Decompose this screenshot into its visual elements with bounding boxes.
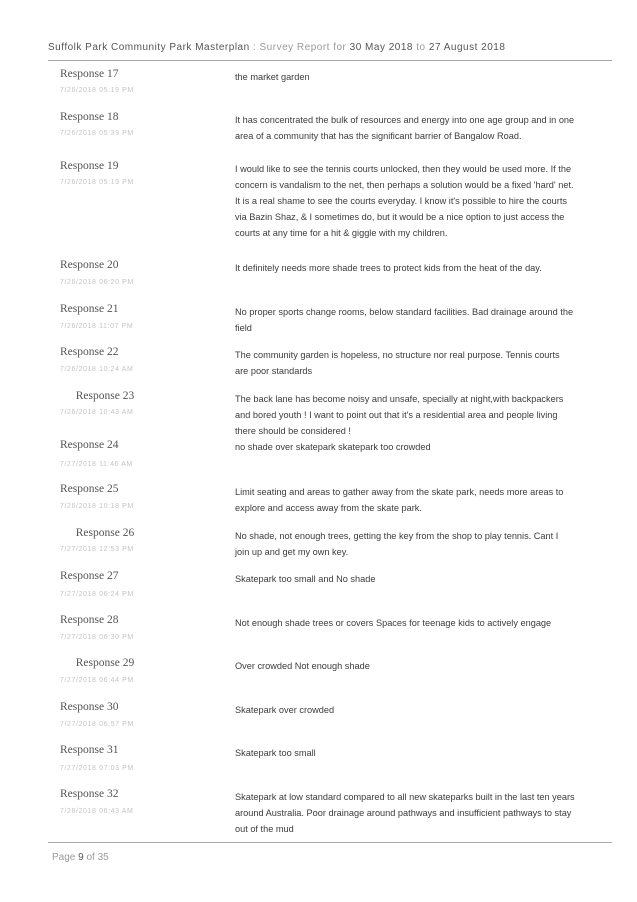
page-footer — [52, 852, 109, 863]
response-label: Response 17 — [60, 68, 119, 80]
response-text: Skatepark too small — [235, 748, 316, 758]
response-time: 7/27/2018 12:53 PM — [60, 546, 134, 553]
response-label: Response 22 — [60, 346, 119, 358]
response-time: 7/26/2018 06:20 PM — [60, 279, 134, 286]
response-text: Skatepark too small and No shade — [235, 574, 376, 584]
response-text: no shade over skatepark skatepark too crowded — [235, 442, 431, 452]
response-label: Response 26 — [75, 527, 135, 539]
response-text: Not enough shade trees or covers Spaces for teenage kids to actively engage — [235, 618, 552, 628]
response-text: Limit seating and areas to gather away from the skate park, needs more areas to explore and access away from the skate park. — [235, 487, 564, 513]
response-text: The community garden is hopeless, no structure nor real purpose. Tennis courts are poor standards — [235, 350, 560, 376]
response-time: 7/26/2018 05:19 PM — [60, 87, 134, 94]
response-text: No proper sports change rooms, below standard facilities. Bad drainage around the field — [235, 307, 574, 333]
response-text: Skatepark at low standard compared to all new skateparks built in the last ten years around Australia. Poor drainage around pathways and insufficient pathways to stay out of the mud — [235, 792, 575, 834]
response-time: 7/26/2018 11:07 PM — [60, 323, 134, 330]
footer-rule — [48, 842, 612, 843]
response-time: 7/26/2018 05:39 PM — [60, 130, 134, 137]
response-text: Over crowded Not enough shade — [235, 661, 370, 671]
response-label: Response 24 — [60, 439, 119, 451]
response-label: Response 20 — [60, 259, 119, 271]
response-label: Response 32 — [60, 788, 119, 800]
report-header — [48, 42, 608, 53]
response-time: 7/28/2018 06:43 AM — [60, 808, 134, 815]
response-time: 7/26/2018 10:18 PM — [60, 503, 134, 510]
page-number: 9 — [78, 852, 84, 863]
page-word: Page — [52, 852, 76, 863]
response-time: 7/26/2018 10:43 AM — [60, 409, 134, 416]
header-rule — [48, 60, 612, 61]
response-label: Response 18 — [60, 111, 119, 123]
response-text: I would like to see the tennis courts unlocked, then they would be used more. If the concern is vandalism to the net, then perhaps a solution would be a fixed 'hard' net. It is a real shame to see the courts everyday. I know it's possible to hire the courts via Bazin Shaz, & I sometimes do, but it would be a nice option to just access the courts at any time for a hit & giggle with my children. — [235, 164, 574, 238]
response-label: Response 30 — [60, 701, 119, 713]
date-end: 27 August 2018 — [428, 42, 506, 53]
response-time: 7/27/2018 11:46 AM — [60, 461, 133, 468]
response-text: Skatepark over crowded — [235, 705, 335, 715]
response-label: Response 21 — [60, 303, 119, 315]
response-time: 7/26/2018 05:19 PM — [60, 179, 134, 186]
response-time: 7/27/2018 06:24 PM — [60, 591, 134, 598]
page-total: 35 — [97, 852, 109, 863]
response-text: It has concentrated the bulk of resources and energy into one age group and in one area of a community that has the significant barrier of Bangalow Road. — [235, 115, 575, 141]
response-label: Response 27 — [60, 570, 119, 582]
date-to: to — [416, 42, 426, 53]
of-word: of — [86, 852, 95, 863]
response-text: It definitely needs more shade trees to protect kids from the heat of the day. — [235, 263, 542, 273]
response-time: 7/27/2018 06:57 PM — [60, 721, 134, 728]
response-time: 7/27/2018 06:30 PM — [60, 634, 134, 641]
response-label: Response 29 — [75, 657, 135, 669]
response-label: Response 23 — [75, 390, 135, 402]
report-subtitle: : Survey Report for — [252, 42, 347, 53]
report-title: Suffolk Park Community Park Masterplan — [48, 42, 250, 53]
response-label: Response 31 — [60, 744, 119, 756]
response-label: Response 25 — [60, 483, 119, 495]
response-time: 7/27/2018 06:44 PM — [60, 677, 134, 684]
response-time: 7/27/2018 07:03 PM — [60, 765, 134, 772]
response-label: Response 28 — [60, 614, 119, 626]
response-time: 7/26/2018 10:24 AM — [60, 366, 134, 373]
response-text: The back lane has become noisy and unsafe, specially at night,with backpackers and bored youth ! I want to point out that it's a residential area and people living there should be considered ! — [235, 394, 564, 436]
response-text: No shade, not enough trees, getting the key from the shop to play tennis. Cant I join up and get my own key. — [235, 531, 559, 557]
response-label: Response 19 — [60, 160, 119, 172]
response-text: the market garden — [235, 72, 310, 82]
date-start: 30 May 2018 — [349, 42, 413, 53]
